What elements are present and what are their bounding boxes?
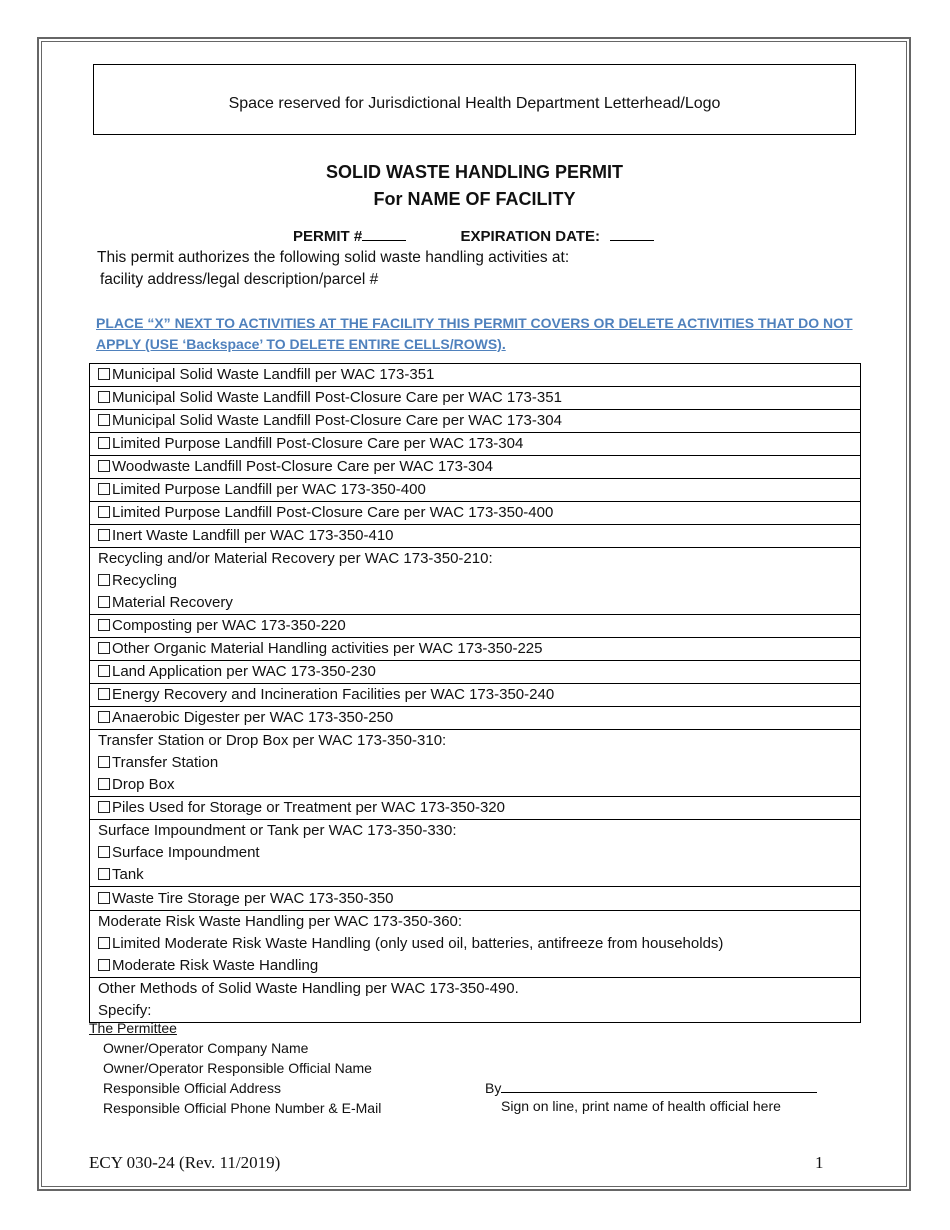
checkbox[interactable] [98,437,110,449]
checkbox[interactable] [98,596,110,608]
signature-caption: Sign on line, print name of health official here [501,1098,781,1114]
checkbox[interactable] [98,460,110,472]
group-heading: Recycling and/or Material Recovery per WAC 173-350-210: [98,550,493,567]
group-heading: Moderate Risk Waste Handling per WAC 173-350-360: [98,913,463,930]
activity-label: Other Organic Material Handling activities per WAC 173-350-225 [112,640,543,657]
option-label: Tank [112,866,144,883]
activity-label: Limited Purpose Landfill Post-Closure Care per WAC 173-304 [112,435,524,452]
option-label: Drop Box [112,776,175,793]
expiration-label: EXPIRATION DATE: [460,228,600,245]
activity-label: Municipal Solid Waste Landfill per WAC 173-351 [112,366,435,383]
activity-row [90,433,861,456]
activity-row [90,638,861,661]
authorization-line-2: facility address/legal description/parcel # [100,271,379,288]
facility-name: For NAME OF FACILITY [373,189,576,209]
letterhead-text: Space reserved for Jurisdictional Health Department Letterhead/Logo [228,94,721,112]
checkbox[interactable] [98,619,110,631]
checkbox[interactable] [98,711,110,723]
option-label: Moderate Risk Waste Handling [112,957,319,974]
activity-label: Land Application per WAC 173-350-230 [112,663,376,680]
checkbox[interactable] [98,642,110,654]
activity-label: Waste Tire Storage per WAC 173-350-350 [112,890,394,907]
other-heading: Other Methods of Solid Waste Handling per WAC 173-350-490. [98,980,519,997]
activity-row [90,525,861,548]
specify-field[interactable]: Specify: [98,1002,152,1019]
activity-label: Municipal Solid Waste Landfill Post-Closure Care per WAC 173-304 [112,412,562,429]
authorization-text [97,247,569,291]
activity-label: Municipal Solid Waste Landfill Post-Closure Care per WAC 173-351 [112,389,562,406]
activity-row [90,364,861,387]
document-title: SOLID WASTE HANDLING PERMIT [326,162,623,182]
activity-label: Woodwaste Landfill Post-Closure Care per WAC 173-304 [112,458,494,475]
option-label: Material Recovery [112,594,233,611]
permittee-heading: The Permittee [89,1020,177,1036]
signature-line [485,1078,817,1096]
activity-label: Limited Purpose Landfill Post-Closure Care per WAC 173-350-400 [112,504,554,521]
activities-table [89,363,861,1023]
activity-row [90,479,861,502]
signature-field[interactable] [501,1078,817,1093]
activity-label: Piles Used for Storage or Treatment per WAC 173-350-320 [112,799,505,816]
checkbox[interactable] [98,391,110,403]
permittee-official-name: Owner/Operator Responsible Official Name [103,1060,372,1076]
checkbox[interactable] [98,756,110,768]
permit-line [293,226,654,245]
permittee-contact: Responsible Official Phone Number & E-Mail [103,1100,382,1116]
group-heading: Transfer Station or Drop Box per WAC 173-350-310: [98,732,447,749]
activity-row [90,456,861,479]
activity-row [90,387,861,410]
checkbox[interactable] [98,801,110,813]
activity-group-recycling [90,548,861,615]
checkbox[interactable] [98,665,110,677]
activity-group-transfer [90,730,861,797]
activity-group-impoundment [90,820,861,887]
option-label: Limited Moderate Risk Waste Handling (only used oil, batteries, antifreeze from households) [112,935,724,952]
expiration-date-field[interactable] [610,226,654,241]
checkbox[interactable] [98,368,110,380]
checkbox[interactable] [98,846,110,858]
activity-label: Anaerobic Digester per WAC 173-350-250 [112,709,394,726]
activity-group-moderate-risk [90,911,861,978]
activity-row [90,615,861,638]
group-heading: Surface Impoundment or Tank per WAC 173-350-330: [98,822,457,839]
permit-number-field[interactable] [362,226,406,241]
checkbox[interactable] [98,959,110,971]
permit-label: PERMIT # [293,228,363,245]
option-label: Surface Impoundment [112,844,260,861]
activity-row [90,661,861,684]
checkbox[interactable] [98,868,110,880]
checkbox[interactable] [98,892,110,904]
instruction-text: PLACE “X” NEXT TO ACTIVITIES AT THE FACILITY THIS PERMIT COVERS OR DELETE ACTIVITIES THAT DO NOT APPLY (USE ‘Backspace’ TO DELETE ENTIRE CELLS/ROWS). [96,315,853,352]
checkbox[interactable] [98,937,110,949]
checkbox[interactable] [98,529,110,541]
activity-row [90,502,861,525]
activity-label: Energy Recovery and Incineration Facilities per WAC 173-350-240 [112,686,555,703]
option-label: Recycling [112,572,178,589]
checkbox[interactable] [98,414,110,426]
page-number: 1 [815,1153,824,1172]
option-label: Transfer Station [112,754,219,771]
activity-label: Inert Waste Landfill per WAC 173-350-410 [112,527,394,544]
activity-label: Composting per WAC 173-350-220 [112,617,346,634]
activity-label: Limited Purpose Landfill per WAC 173-350-400 [112,481,426,498]
permittee-address: Responsible Official Address [103,1080,281,1096]
activity-row [90,797,861,820]
by-label: By [485,1080,502,1096]
checkbox[interactable] [98,574,110,586]
form-id: ECY 030-24 (Rev. 11/2019) [89,1153,281,1172]
authorization-line-1: This permit authorizes the following solid waste handling activities at: [97,249,570,266]
checkbox[interactable] [98,506,110,518]
checkbox[interactable] [98,778,110,790]
activity-row [90,684,861,707]
activity-row [90,887,861,911]
letterhead-placeholder [93,64,856,135]
activity-row [90,410,861,433]
activity-group-other [90,978,861,1023]
permittee-company-name: Owner/Operator Company Name [103,1040,309,1056]
permittee-block [89,1018,381,1118]
checkbox[interactable] [98,688,110,700]
activity-row [90,707,861,730]
checkbox[interactable] [98,483,110,495]
